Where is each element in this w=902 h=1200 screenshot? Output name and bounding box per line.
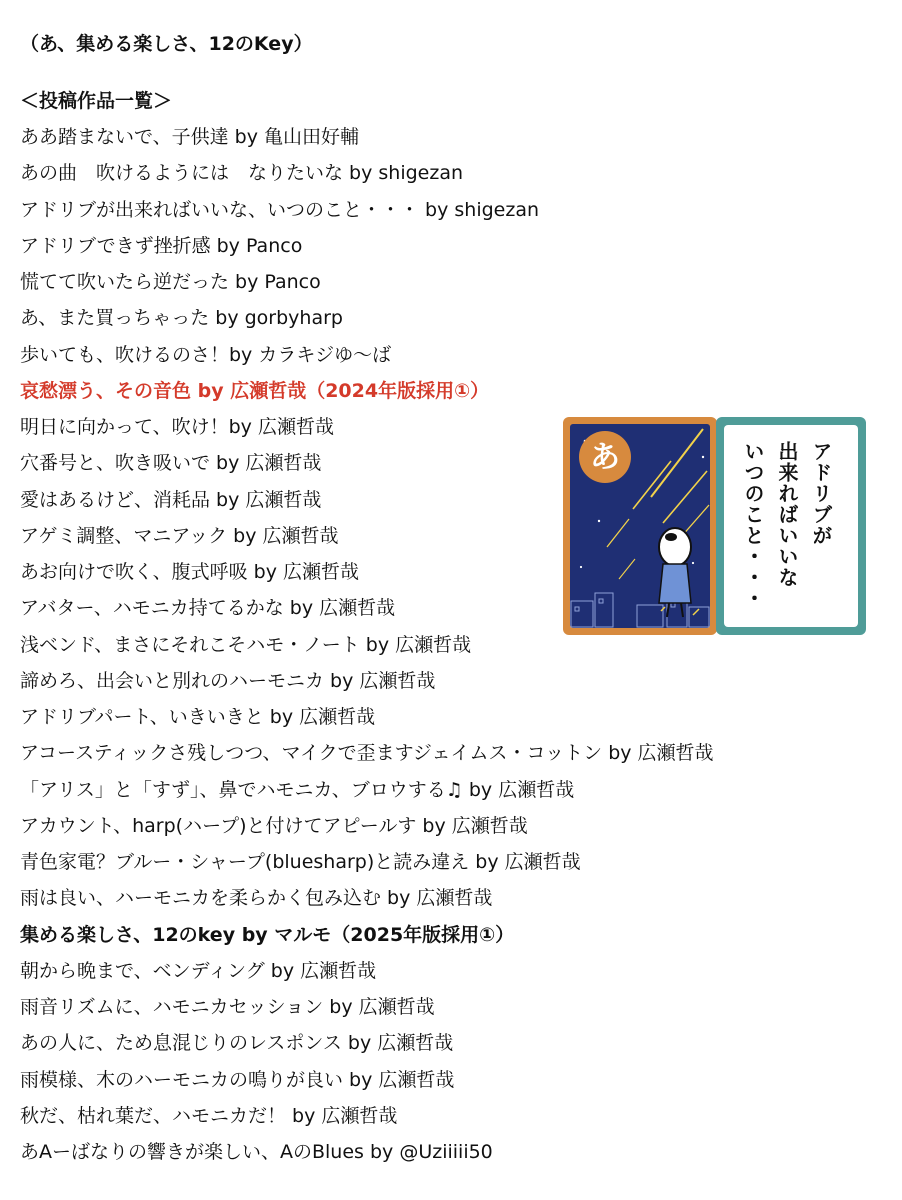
entry-list	[20, 119, 714, 1170]
list-item: アドリブできず挫折感 by Panco	[20, 234, 303, 257]
list-item: あお向けで吹く、腹式呼吸 by 広瀬哲哉	[20, 561, 360, 583]
card-picture-panel	[563, 417, 717, 635]
list-item: 雨模様、木のハーモニカの鳴りが良い by 広瀬哲哉	[20, 1068, 455, 1091]
list-item: あ、また買っちゃった by gorbyharp	[20, 307, 343, 330]
list-heading: ＜投稿作品一覧＞	[20, 90, 173, 112]
list-item: 秋だ、枯れ葉だ、ハモニカだ！ by 広瀬哲哉	[20, 1104, 398, 1127]
adopted-2025-item: 集める楽しさ、12のkey by マルモ（2025年版採用①）	[20, 923, 515, 946]
list-item: ああ踏まないで、子供達 by 亀山田好輔	[20, 126, 360, 148]
card-text-panel	[716, 417, 866, 635]
list-item: アコースティックさ残しつつ、マイクで歪ますジェイムス・コットン by 広瀬哲哉	[20, 742, 714, 765]
list-item: あの曲 吹けるようには なりたいな by shigezan	[20, 162, 464, 185]
list-item: 浅ベンド、まさにそれこそハモ・ノート by 広瀬哲哉	[20, 633, 472, 656]
list-item: 雨は良い、ハーモニカを柔らかく包み込む by 広瀬哲哉	[20, 887, 493, 910]
list-item: あの人に、ため息混じりのレスポンス by 広瀬哲哉	[20, 1032, 454, 1055]
night-sky-illustration	[563, 417, 717, 635]
card-phrase-line-2: 出来ればいいな	[775, 441, 799, 588]
card-phrase-box	[724, 425, 858, 627]
list-item: 明日に向かって、吹け！by 広瀬哲哉	[20, 416, 334, 438]
list-item: あAーばなりの響きが楽しい、AのBlues by @Uziiiii50	[20, 1141, 493, 1163]
list-item: 朝から晩まで、ベンディング by 広瀬哲哉	[20, 959, 377, 982]
list-item: 「アリス」と「すず」、鼻でハモニカ、ブロウする♫ by 広瀬哲哉	[20, 778, 575, 801]
list-item: アドリブが出来ればいいな、いつのこと・・・ by shigezan	[20, 198, 540, 221]
list-item: 慌てて吹いたら逆だった by Panco	[20, 271, 321, 293]
page-title: （あ、集める楽しさ、12のKey）	[20, 33, 313, 55]
list-item: 雨音リズムに、ハモニカセッション by 広瀬哲哉	[20, 996, 435, 1018]
list-item: 歩いても、吹けるのさ！by カラキジゆ〜ば	[20, 343, 392, 366]
list-item: 穴番号と、吹き吸いで by 広瀬哲哉	[20, 452, 322, 475]
card-kana: あ	[590, 440, 620, 475]
karuta-card	[563, 417, 866, 635]
list-item: アドリブパート、いきいきと by 広瀬哲哉	[20, 706, 376, 728]
adopted-2024-item: 哀愁漂う、その音色 by 広瀬哲哉（2024年版採用①）	[20, 379, 490, 402]
list-item: アバター、ハモニカ持てるかな by 広瀬哲哉	[20, 597, 396, 620]
card-phrase-line-1: アドリブが	[809, 441, 833, 546]
card-phrase-line-3: いつのこと・・・	[741, 441, 765, 609]
list-item: 諦めろ、出会いと別れのハーモニカ by 広瀬哲哉	[20, 669, 436, 692]
list-item: アカウント、harp(ハープ)と付けてアピールす by 広瀬哲哉	[20, 814, 528, 837]
list-item: 青色家電？ブルー・シャープ(bluesharp)と読み違え by 広瀬哲哉	[20, 851, 581, 873]
list-item: アゲミ調整、マニアック by 広瀬哲哉	[20, 524, 339, 547]
list-item: 愛はあるけど、消耗品 by 広瀬哲哉	[20, 488, 322, 511]
